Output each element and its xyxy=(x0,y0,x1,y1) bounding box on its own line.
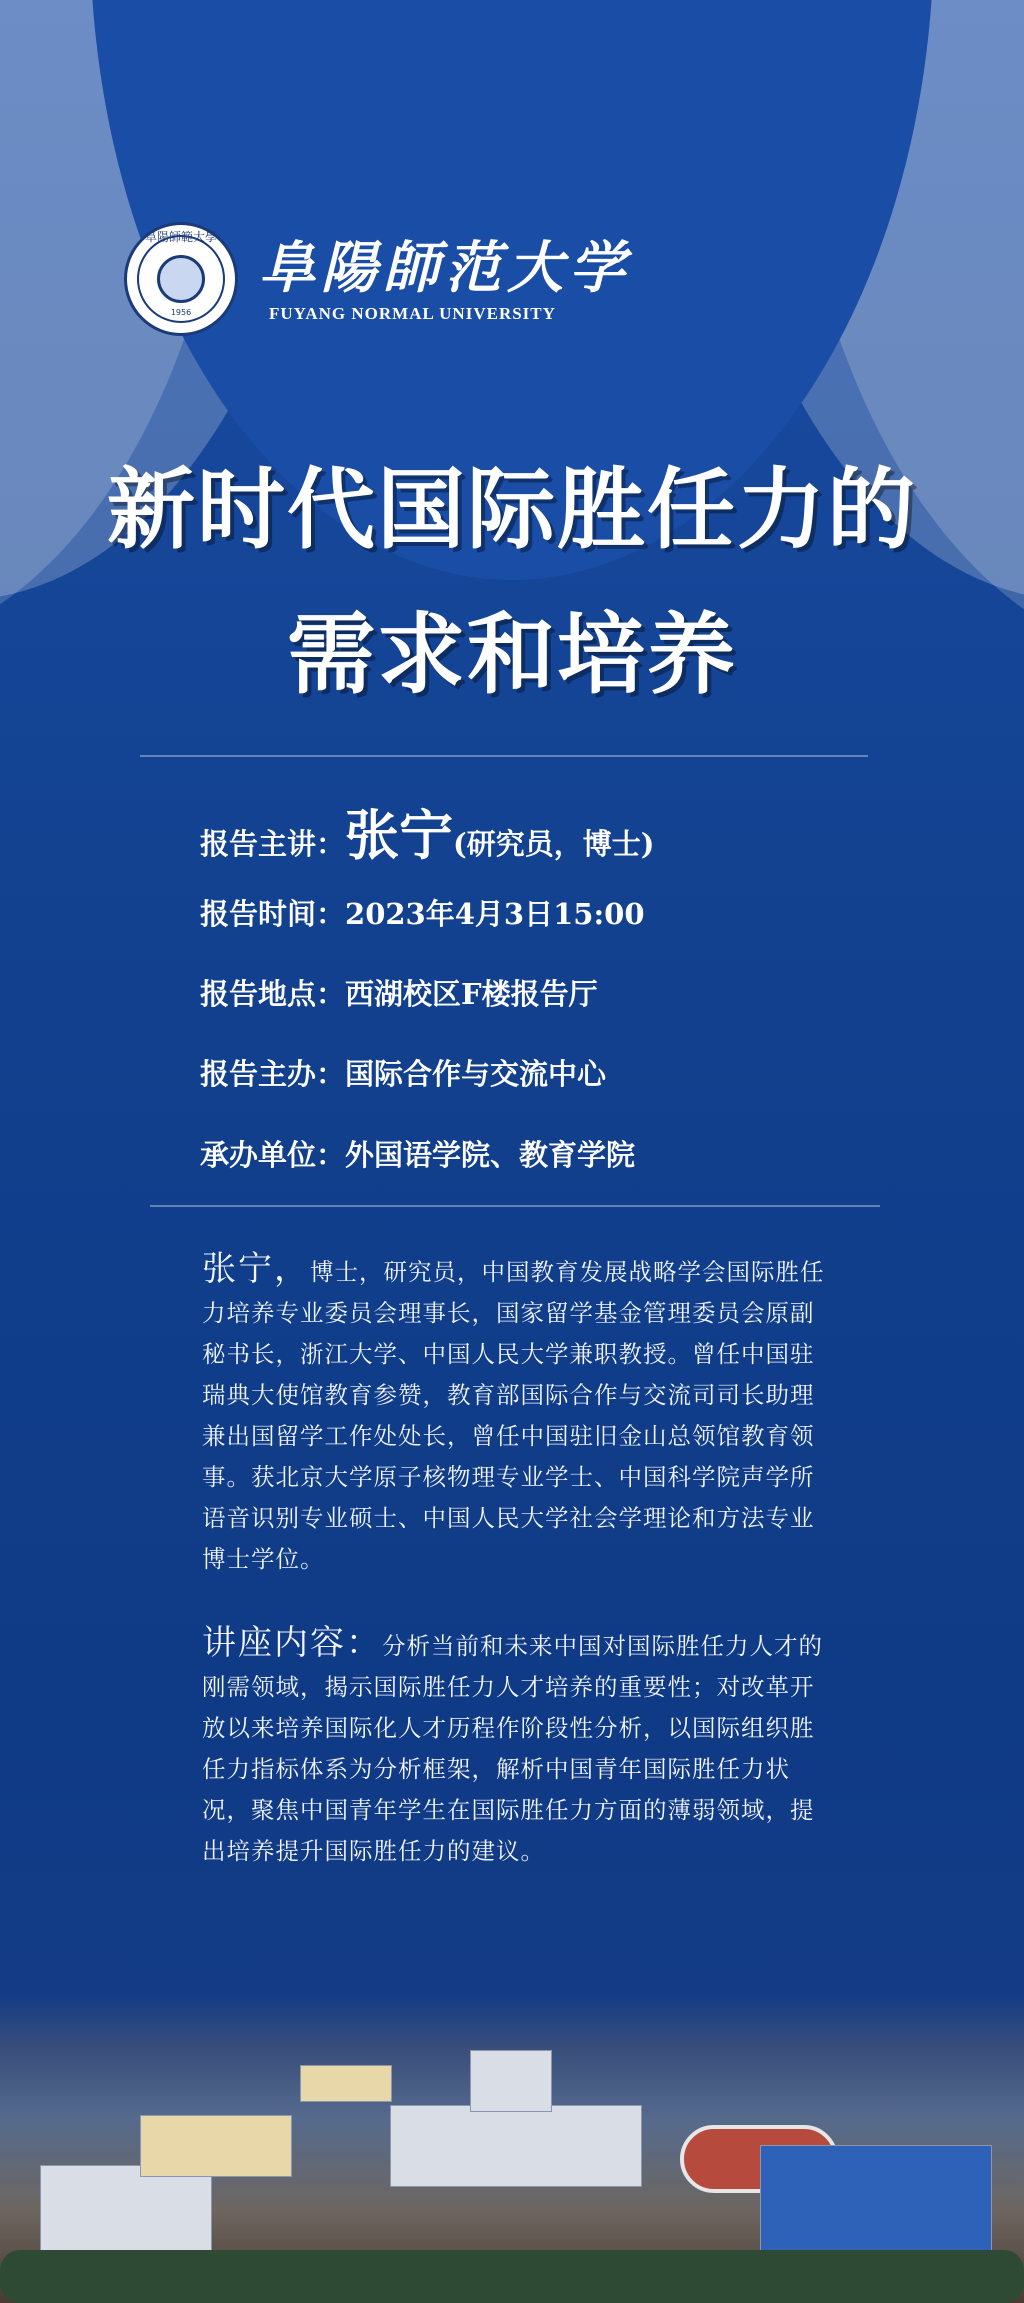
seal-text: 阜陽師範大學 xyxy=(144,230,217,244)
bio-lead: 张宁， xyxy=(202,1249,310,1289)
divider-top xyxy=(140,755,868,757)
lecture-content xyxy=(202,1623,827,1872)
lecture-title-line2: 需求和培养 xyxy=(286,602,737,706)
university-header xyxy=(124,214,764,344)
speaker-title: (研究员，博士) xyxy=(453,827,655,861)
speaker-bio xyxy=(202,1249,827,1580)
lecture-title-line1: 新时代国际胜任力的 xyxy=(106,457,917,561)
content-text: 分析当前和未来中国对国际胜任力人才的刚需领域，揭示国际胜任力人才培养的重要性；对改革开放以来培养国际化人才历程作阶段性分析，以国际组织胜任力指标体系为分析框架，解析中国青年国际胜任力状况，聚焦中国青年学生在国际胜任力方面的薄弱领域，提出培养提升国际胜任力的建议。 xyxy=(202,1632,823,1865)
university-name-cn: 阜陽師范大学 xyxy=(259,235,631,301)
host-value: 国际合作与交流中心 xyxy=(345,1057,607,1091)
place-value: 西湖校区F楼报告厅 xyxy=(345,977,598,1011)
host-label: 报告主办： xyxy=(200,1057,346,1091)
info-time xyxy=(200,892,645,933)
campus-night-photo xyxy=(0,1995,1024,2303)
campus-tower xyxy=(470,2050,552,2112)
campus-building xyxy=(300,2065,392,2102)
time-value: 2023年4月3日15:00 xyxy=(345,897,645,931)
organizer-value: 外国语学院、教育学院 xyxy=(345,1138,636,1172)
seal-emblem-icon xyxy=(157,255,205,303)
info-organizer xyxy=(200,1133,635,1174)
info-host xyxy=(200,1052,606,1093)
bio-text: 博士，研究员，中国教育发展战略学会国际胜任力培养专业委员会理事长，国家留学基金管理委员会原副秘书长，浙江大学、中国人民大学兼职教授。曾任中国驻瑞典大使馆教育参赞，教育部国际合作与交流司司长助理兼出国留学工作处处长，曾任中国驻旧金山总领馆教育领事。获北京大学原子核物理专业学士、中国科学院声学所语音识别专业硕士、中国人民大学社会学理论和方法专业博士学位。 xyxy=(202,1258,825,1573)
speaker-name: 张宁 xyxy=(345,803,454,867)
university-name-en: FUYANG NORMAL UNIVERSITY xyxy=(269,304,556,323)
seal-year: 1956 xyxy=(170,308,192,317)
campus-gymnasium xyxy=(760,2145,992,2257)
info-speaker xyxy=(200,793,654,870)
campus-building xyxy=(140,2115,292,2177)
content-lead: 讲座内容： xyxy=(202,1623,382,1663)
info-place xyxy=(200,972,598,1013)
divider-bottom xyxy=(150,1205,880,1207)
organizer-label: 承办单位： xyxy=(200,1138,346,1172)
campus-trees xyxy=(0,2250,1024,2303)
speaker-label: 报告主讲： xyxy=(200,827,346,861)
time-label: 报告时间： xyxy=(200,897,346,931)
place-label: 报告地点： xyxy=(200,977,346,1011)
campus-main-building xyxy=(390,2105,642,2187)
campus-building xyxy=(40,2165,212,2257)
university-seal-logo xyxy=(124,222,238,336)
